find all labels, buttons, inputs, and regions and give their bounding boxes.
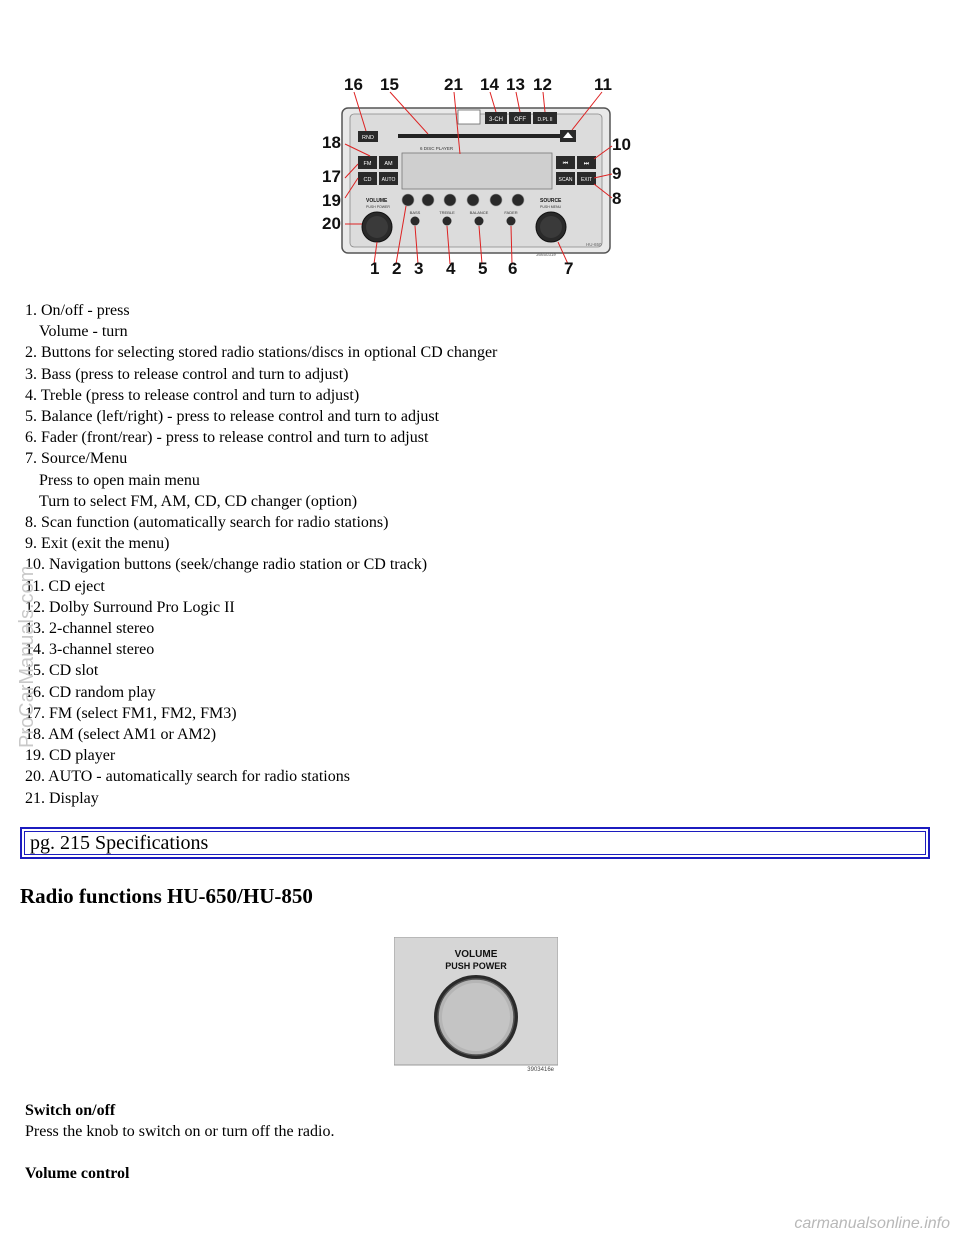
list-item: 18. AM (select AM1 or AM2) — [25, 726, 217, 744]
svg-text:SOURCE: SOURCE — [540, 198, 562, 204]
list-item: 11. CD eject — [25, 577, 105, 595]
svg-text:VOLUME: VOLUME — [366, 198, 388, 204]
callout-15: 15 — [380, 75, 399, 94]
svg-text:PUSH POWER: PUSH POWER — [366, 205, 390, 209]
callout-11: 11 — [594, 75, 612, 94]
list-item: 19. CD player — [25, 747, 116, 765]
callout-16: 16 — [344, 75, 363, 94]
volume-knob-illustration — [394, 937, 558, 1073]
list-item: Turn to select FM, AM, CD, CD changer (option) — [39, 492, 358, 510]
callout-2: 2 — [392, 259, 402, 278]
svg-text:FADER: FADER — [504, 210, 518, 215]
switch-heading: Switch on/off — [25, 1102, 116, 1119]
callout-21: 21 — [444, 75, 463, 94]
svg-text:RND: RND — [362, 135, 374, 141]
switch-text: Press the knob to switch on or turn off the radio. — [25, 1123, 335, 1140]
list-item: 17. FM (select FM1, FM2, FM3) — [25, 704, 237, 722]
list-item: 9. Exit (exit the menu) — [25, 535, 170, 553]
list-item: 13. 2-channel stereo — [25, 620, 155, 638]
callout-1: 1 — [370, 259, 380, 278]
callout-14: 14 — [480, 75, 499, 94]
list-item: 14. 3-channel stereo — [25, 641, 155, 659]
list-item: 21. Display — [25, 789, 99, 807]
legend-list — [25, 300, 925, 809]
list-item: Volume - turn — [39, 323, 128, 341]
svg-text:⏭: ⏭ — [583, 160, 590, 167]
svg-text:6 DISC PLAYER: 6 DISC PLAYER — [420, 146, 454, 151]
svg-text:PUSH POWER: PUSH POWER — [445, 961, 507, 971]
svg-text:BASS: BASS — [409, 210, 421, 215]
head-unit-diagram — [310, 74, 640, 284]
list-item: 8. Scan function (automatically search for radio stations) — [25, 514, 389, 532]
callout-10: 10 — [612, 135, 631, 154]
svg-text:CD: CD — [363, 177, 372, 183]
svg-text:VOLUME: VOLUME — [454, 949, 498, 960]
watermark-left: ProCarManuals.com — [16, 565, 38, 748]
list-item: 12. Dolby Surround Pro Logic II — [25, 598, 235, 616]
callout-17: 17 — [322, 167, 341, 186]
svg-text:BALANCE: BALANCE — [469, 210, 489, 215]
svg-text:EXIT: EXIT — [580, 177, 593, 183]
section-header — [20, 827, 930, 859]
list-item: 2. Buttons for selecting stored radio stations/discs in optional CD changer — [25, 344, 498, 362]
page-heading: Radio functions HU-650/HU-850 — [20, 884, 313, 908]
list-item: 15. CD slot — [25, 662, 99, 680]
svg-text:3-CH: 3-CH — [488, 117, 504, 123]
svg-text:PUSH MENU: PUSH MENU — [540, 205, 562, 209]
svg-text:OFF: OFF — [514, 117, 526, 123]
callout-3: 3 — [414, 259, 424, 278]
callout-5: 5 — [478, 259, 488, 278]
list-item: 1. On/off - press — [25, 302, 130, 319]
svg-text:FM: FM — [363, 161, 372, 167]
section-title: pg. 215 Specifications — [30, 832, 209, 854]
callout-numbers — [310, 74, 640, 284]
svg-text:AM: AM — [384, 161, 393, 167]
list-item: 6. Fader (front/rear) - press to release control and turn to adjust — [25, 429, 429, 447]
svg-text:⏮: ⏮ — [562, 160, 569, 167]
callout-20: 20 — [322, 214, 341, 233]
svg-text:3903416e: 3903416e — [527, 1067, 554, 1073]
list-item: 5. Balance (left/right) - press to release control and turn to adjust — [25, 408, 440, 426]
svg-text:3665031e: 3665031e — [536, 252, 557, 257]
svg-text:D.PL II: D.PL II — [537, 117, 553, 123]
callout-13: 13 — [506, 75, 525, 94]
svg-text:SCAN: SCAN — [558, 177, 573, 183]
callout-7: 7 — [564, 259, 574, 278]
callout-19: 19 — [322, 191, 341, 210]
list-item: 20. AUTO - automatically search for radio stations — [25, 768, 350, 786]
callout-18: 18 — [322, 133, 341, 152]
list-item: Press to open main menu — [39, 471, 200, 489]
svg-text:HU-650: HU-650 — [586, 242, 602, 247]
callout-12: 12 — [533, 75, 552, 94]
list-item: 16. CD random play — [25, 683, 156, 701]
callout-4: 4 — [446, 259, 456, 278]
watermark-bottom: carmanualsonline.info — [794, 1215, 950, 1232]
svg-text:AUTO: AUTO — [381, 177, 396, 183]
list-item: 3. Bass (press to release control and turn to adjust) — [25, 365, 349, 383]
list-item: 10. Navigation buttons (seek/change radio station or CD track) — [25, 556, 428, 574]
list-item: 7. Source/Menu — [25, 450, 128, 468]
callout-8: 8 — [612, 189, 622, 208]
list-item: 4. Treble (press to release control and turn to adjust) — [25, 386, 360, 404]
volume-heading: Volume control — [25, 1165, 130, 1182]
callout-9: 9 — [612, 164, 622, 183]
svg-text:TREBLE: TREBLE — [439, 210, 455, 215]
volume-knob-figure — [394, 937, 558, 1073]
callout-6: 6 — [508, 259, 518, 278]
